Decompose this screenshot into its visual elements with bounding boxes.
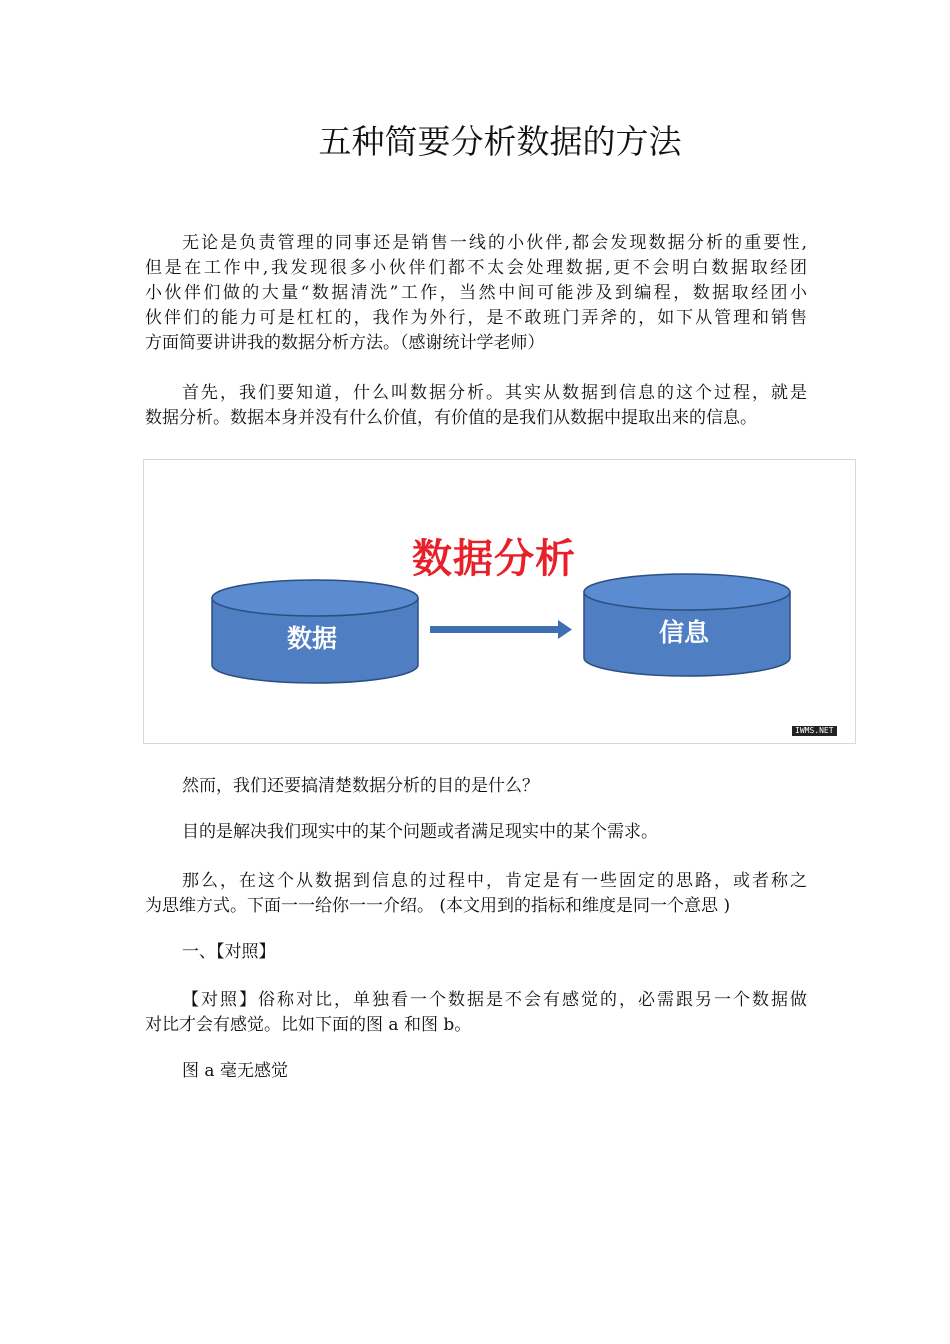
figure-caption-text: 图 a 毫无感觉	[182, 1061, 288, 1081]
info-label: 信息	[659, 618, 710, 647]
arrow-icon	[430, 620, 572, 639]
intro-line: 无论是负责管理的同事还是销售一线的小伙伴,都会发现数据分析的重要性,	[182, 233, 807, 253]
intro-paragraph	[145, 231, 807, 356]
contrast-paragraph	[145, 988, 807, 1038]
data-analysis-figure	[143, 459, 856, 744]
figure-caption	[145, 1059, 807, 1084]
contrast-line: 【对照】俗称对比，单独看一个数据是不会有感觉的，必需跟另一个数据做	[182, 990, 807, 1010]
figure-heading: 数据分析	[412, 536, 576, 582]
purpose-paragraph	[145, 820, 807, 845]
data-label: 数据	[287, 624, 338, 653]
intro-line: 但是在工作中,我发现很多小伙伴们都不太会处理数据,更不会明白数据取经团	[145, 258, 807, 278]
definition-line: 首先，我们要知道，什么叫数据分析。其实从数据到信息的这个过程，就是	[182, 383, 807, 403]
thinking-paragraph	[145, 869, 807, 919]
watermark-logo: IWMS.NET	[792, 726, 837, 736]
contrast-line: 对比才会有感觉。比如下面的图 a 和图 b。	[145, 1015, 472, 1035]
figure-graphic	[144, 460, 857, 745]
intro-line: 方面简要讲讲我的数据分析方法。（感谢统计学老师）	[145, 333, 545, 353]
section-heading-text: 一、【对照】	[182, 942, 276, 962]
question-line: 然而，我们还要搞清楚数据分析的目的是什么？	[182, 776, 539, 796]
intro-line: 伙伴们的能力可是杠杠的，我作为外行，是不敢班门弄斧的，如下从管理和销售	[145, 308, 807, 328]
purpose-line: 目的是解决我们现实中的某个问题或者满足现实中的某个需求。	[182, 822, 658, 842]
definition-line: 数据分析。数据本身并没有什么价值，有价值的是我们从数据中提取出来的信息。	[145, 408, 757, 428]
document-title: 五种简要分析数据的方法	[318, 122, 682, 162]
definition-paragraph	[145, 381, 807, 431]
intro-line: 小伙伴们做的大量“数据清洗”工作，当然中间可能涉及到编程，数据取经团小	[145, 283, 807, 303]
thinking-line: 那么，在这个从数据到信息的过程中，肯定是有一些固定的思路，或者称之	[182, 871, 807, 891]
section-heading	[145, 940, 807, 965]
question-paragraph	[145, 774, 807, 799]
thinking-line: 为思维方式。下面一一给你一一介绍。 (本文用到的指标和维度是同一个意思 )	[145, 896, 731, 916]
